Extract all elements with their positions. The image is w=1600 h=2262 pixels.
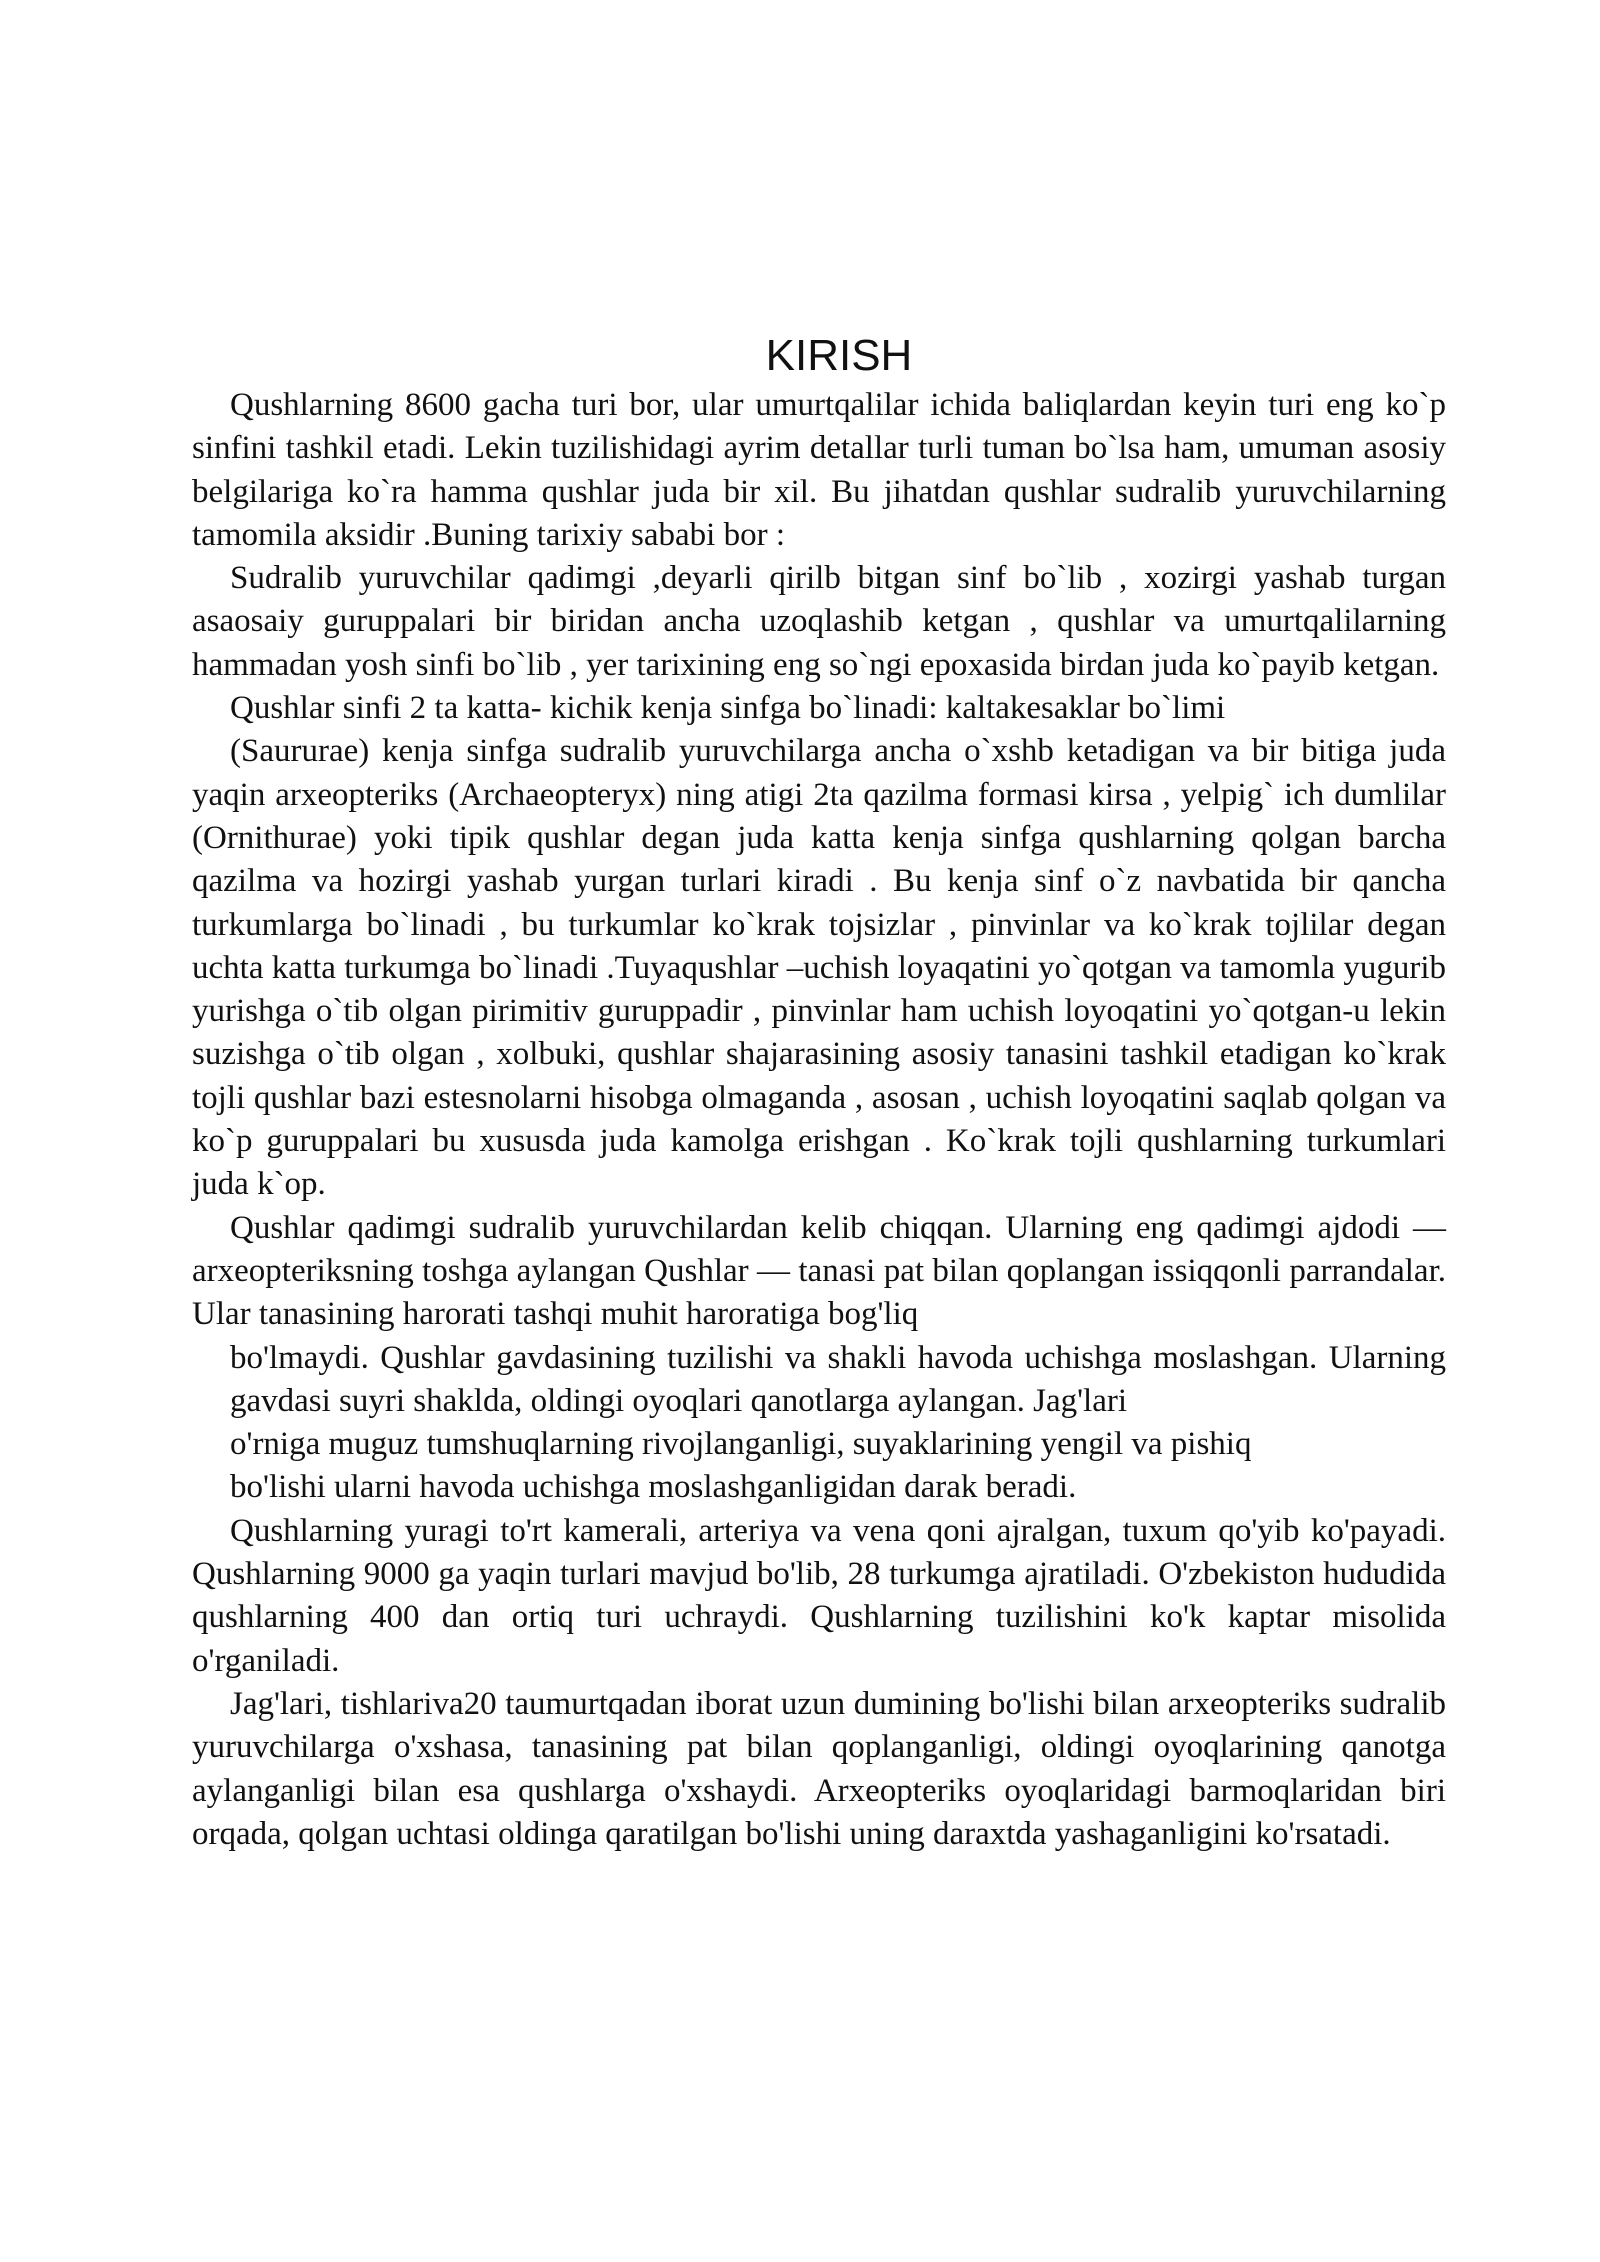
paragraph-body-shape: bo'lmaydi. Qushlar gavdasining tuzilishi va shakli havoda uchishga moslashgan. Ularning gavdasi suyri shaklda, oldingi oyoqlari qanotlarga aylangan. Jag'lari (230, 1339, 1446, 1419)
paragraph-heart: Qushlarning yuragi to'rt kamerali, arteriya va vena qoni ajralgan, tuxum qo'yib ko'payadi. Qushlarning 9000 ga yaqin turlari mavjud bo'lib, 28 turkumga ajratiladi. O'zbekiston hududida qushlarning 400 dan ortiq turi uchraydi. Qushlarning tuzilishini ko'k kaptar misolida o'rganiladi. (192, 1512, 1446, 1679)
paragraph-flight: bo'lishi ularni havoda uchishga moslashganligidan darak beradi. (230, 1469, 1077, 1506)
paragraph-archaeopteryx: Jag'lari, tishlariva20 taumurtqadan iborat uzun dumining bo'lishi bilan arxeopteriks sudralib yuruvchilarga o'xshasa, tanasining pat bilan qoplanganligi, oldingi oyoqlarining qanotga aylanganligi bilan esa qushlarga o'xshaydi. Arxeopteriks oyoqlaridagi barmoqlaridan biri orqada, qolgan uchtasi oldinga qaratilgan bo'lishi uning daraxtda yashaganligini ko'rsatadi. (192, 1685, 1446, 1852)
paragraph-origin: Qushlar qadimgi sudralib yuruvchilardan kelib chiqqan. Ularning eng qadimgi ajdodi — arxeopteriksning toshga aylangan Qushlar — tanasi pat bilan qoplangan issiqqonli parrandalar. Ular tanasining harorati tashqi muhit haroratiga bog'liq (192, 1209, 1446, 1333)
paragraph-beak: o'rniga muguz tumshuqlarning rivojlanganligi, suyaklarining yengil va pishiq (230, 1426, 1252, 1463)
paragraph-intro: Qushlarning 8600 gacha turi bor, ular umurtqalilar ichida baliqlardan keyin turi eng ko`p sinfini tashkil etadi. Lekin tuzilishidagi ayrim detallar turli tuman bo`lsa ham, umuman asosiy belgilariga ko`ra hamma qushlar juda bir xil. Bu jihatdan qushlar sudralib yuruvchilarning tamomila aksidir .Buning tarixiy sababi bor : (192, 387, 1446, 553)
page-title: KIRISH (765, 331, 913, 380)
paragraph-subclasses: (Saururae) kenja sinfga sudralib yuruvchilarga ancha o`xshb ketadigan va bir bitiga juda yaqin arxeopteriks (Archaeopteryx) ning atigi 2ta qazilma formasi kirsa , yelpig` ich dumlilar (Ornithurae) yoki tipik qushlar degan juda katta kenja sinfga qushlarning qolgan barcha qazilma va hozirgi yashab yurgan turlari kiradi . Bu kenja sinf o`z navbatida bir qancha turkumlarga bo`linadi , bu turkumlar ko`krak tojsizlar , pinvinlar va ko`krak tojlilar degan uchta katta turkumga bo`linadi .Tuyaqushlar –uchish loyaqatini yo`qotgan va tamomla yugurib yurishga o`tib olgan pirimitiv guruppadir , pinvinlar ham uchish loyoqatini yo`qotgan-u lekin suzishga o`tib olgan , xolbuki, qushlar shajarasining asosiy tanasini tashkil etadigan ko`krak tojli qushlar bazi estesnolarni hisobga olmaganda , asosan , uchish loyoqatini saqlab qolgan va ko`p guruppalari bu xususda juda kamolga erishgan . Ko`krak tojli qushlarning turkumlari juda k`op. (192, 733, 1446, 1203)
paragraph-reptiles: Sudralib yuruvchilar qadimgi ,deyarli qirilb bitgan sinf bo`lib , xozirgi yashab turgan asaosaiy guruppalari bir biridan ancha uzoqlashib ketgan , qushlar va umurtqalilarning hammadan yosh sinfi bo`lib , yer tarixining eng so`ngi epoxasida birdan juda ko`payib ketgan. (192, 560, 1446, 683)
document-body (192, 384, 1446, 1856)
paragraph-subclasses-heading: Qushlar sinfi 2 ta katta- kichik kenja sinfga bo`linadi: kaltakesaklar bo`limi (230, 690, 1226, 727)
